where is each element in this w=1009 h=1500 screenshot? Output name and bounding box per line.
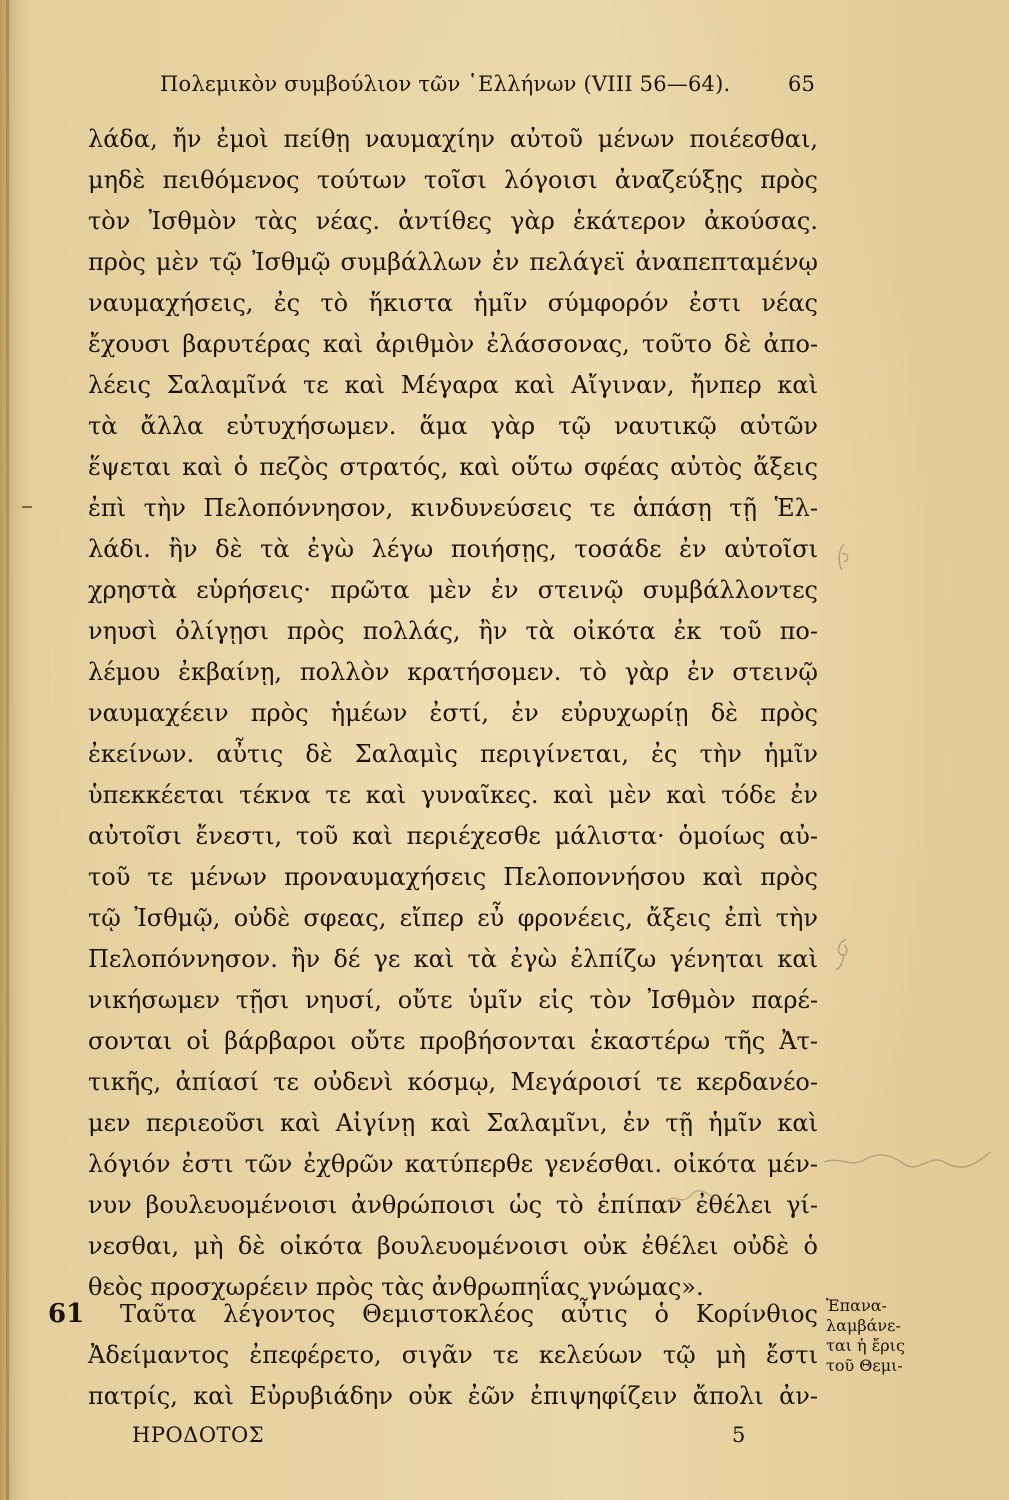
- text-line: χρηστὰ εὑρήσεις· πρῶτα μὲν ἐν στεινῷ συμβάλλοντες: [88, 576, 818, 604]
- text-line: λάδι. ἢν δὲ τὰ ἐγὼ λέγω ποιήσῃς, τοσάδε ἐν αὐτοῖσι: [88, 535, 818, 563]
- text-line: σονται οἱ βάρβαροι οὔτε προβήσονται ἑκαστέρω τῆς Ἀτ-: [88, 1027, 818, 1055]
- pencil-annotation: [820, 1140, 1000, 1180]
- signature-mark: 5: [732, 1423, 746, 1447]
- binding-edge: [6, 0, 9, 1500]
- text-line: Ταῦτα λέγοντος Θεμιστοκλέος αὖτις ὁ Κορίνθιος: [120, 1300, 818, 1328]
- text-line: τὸν Ἰσθμὸν τὰς νέας. ἀντίθες γὰρ ἑκάτερον ἀκούσας.: [88, 207, 818, 235]
- sidenote-line: λαμβάνε-: [826, 1316, 901, 1335]
- text-line: ναυμαχέειν πρὸς ἡμέων ἐστί, ἐν εὐρυχωρίῃ δὲ πρὸς: [88, 699, 818, 727]
- margin-sidenote: [826, 1296, 926, 1376]
- text-line: πατρίς, καὶ Εὐρυβιάδην οὐκ ἐῶν ἐπιψηφίζειν ἄπολι ἀν-: [88, 1382, 818, 1410]
- text-line: λέεις Σαλαμῖνά τε καὶ Μέγαρα καὶ Αἴγιναν, ἤνπερ καὶ: [88, 371, 818, 399]
- header-title: Πολεμικὸν συμβούλιον τῶν ῾Ελλήνων (VIII 56—64).: [160, 72, 731, 96]
- pencil-mark: [830, 935, 856, 975]
- text-line: νικήσωμεν τῇσι νηυσί, οὔτε ὑμῖν εἰς τὸν Ἰσθμὸν παρέ-: [88, 986, 818, 1014]
- text-line: μηδὲ πειθόμενος τούτων τοῖσι λόγοισι ἀναζεύξῃς πρὸς: [88, 166, 818, 194]
- text-line: θεὸς προσχωρέειν πρὸς τὰς ἀνθρωπηΐας γνώμας».: [88, 1273, 704, 1301]
- text-line: ὑπεκκέεται τέκνα τε καὶ γυναῖκες. καὶ μὲν καὶ τόδε ἐν: [88, 781, 818, 809]
- sidenote-line: Ἐπανα-: [826, 1296, 887, 1315]
- text-line: λάδα, ἤν ἐμοὶ πείθῃ ναυμαχίην αὐτοῦ μένων ποιέεσθαι,: [88, 125, 818, 153]
- text-line: τῷ Ἰσθμῷ, οὐδὲ σφεας, εἴπερ εὖ φρονέεις, ἄξεις ἐπὶ τὴν: [88, 904, 818, 932]
- running-header: [160, 72, 860, 104]
- footer-author: ΗΡΟΔΟΤΟΣ: [132, 1423, 265, 1447]
- text-line: Ἀδείμαντος ἐπεφέρετο, σιγᾶν τε κελεύων τῷ μὴ ἔστι: [88, 1341, 818, 1369]
- text-line: τικῆς, ἀπίασί τε οὐδενὶ κόσμῳ, Μεγάροισί τε κερδανέο-: [88, 1068, 818, 1096]
- margin-tick: [20, 500, 34, 514]
- page-number: 65: [788, 72, 816, 96]
- pencil-mark: [832, 540, 856, 576]
- text-line: πρὸς μὲν τῷ Ἰσθμῷ συμβάλλων ἐν πελάγεϊ ἀναπεπταμένῳ: [88, 248, 818, 276]
- text-line: Πελοπόννησον. ἢν δέ γε καὶ τὰ ἐγὼ ἐλπίζω γένηται καὶ: [88, 945, 818, 973]
- text-line: τοῦ τε μένων προναυμαχήσεις Πελοποννήσου καὶ πρὸς: [88, 863, 818, 891]
- text-line: λέμου ἐκβαίνῃ, πολλὸν κρατήσομεν. τὸ γὰρ ἐν στεινῷ: [88, 658, 818, 686]
- pencil-annotation: [662, 1186, 722, 1210]
- text-line: ἐπὶ τὴν Πελοπόννησον, κινδυνεύσεις τε ἁπάσῃ τῇ Ἑλ-: [88, 494, 818, 522]
- text-line: ἐκείνων. αὖτις δὲ Σαλαμὶς περιγίνεται, ἐς τὴν ἡμῖν: [88, 740, 818, 768]
- text-line: νεσθαι, μὴ δὲ οἰκότα βουλευομένοισι οὐκ ἐθέλει οὐδὲ ὁ: [88, 1232, 818, 1260]
- text-line: νηυσὶ ὀλίγῃσι πρὸς πολλάς, ἢν τὰ οἰκότα ἐκ τοῦ πο-: [88, 617, 818, 645]
- text-line: λόγιόν ἐστι τῶν ἐχθρῶν κατύπερθε γενέσθαι. οἰκότα μέν-: [88, 1150, 818, 1178]
- text-line: ναυμαχήσεις, ἐς τὸ ἥκιστα ἡμῖν σύμφορόν ἐστι νέας: [88, 289, 818, 317]
- text-line: τὰ ἄλλα εὐτυχήσωμεν. ἅμα γὰρ τῷ ναυτικῷ αὐτῶν: [88, 412, 818, 440]
- sidenote-line: τοῦ Θεμι-: [826, 1356, 903, 1375]
- text-line: νυν βουλευομένοισι ἀνθρώποισι ὡς τὸ ἐπίπαν ἐθέλει γί-: [88, 1191, 818, 1219]
- sidenote-line: ται ἡ ἔρις: [826, 1336, 905, 1355]
- text-line: ἔχουσι βαρυτέρας καὶ ἀριθμὸν ἐλάσσονας, τοῦτο δὲ ἀπο-: [88, 330, 818, 358]
- chapter-number: 61: [48, 1299, 85, 1329]
- text-line: ἕψεται καὶ ὁ πεζὸς στρατός, καὶ οὕτω σφέας αὐτὸς ἄξεις: [88, 453, 818, 481]
- text-line: αὐτοῖσι ἔνεστι, τοῦ καὶ περιέχεσθε μάλιστα· ὁμοίως αὐ-: [88, 822, 818, 850]
- text-line: μεν περιεοῦσι καὶ Αἰγίνῃ καὶ Σαλαμῖνι, ἐν τῇ ἡμῖν καὶ: [88, 1109, 818, 1137]
